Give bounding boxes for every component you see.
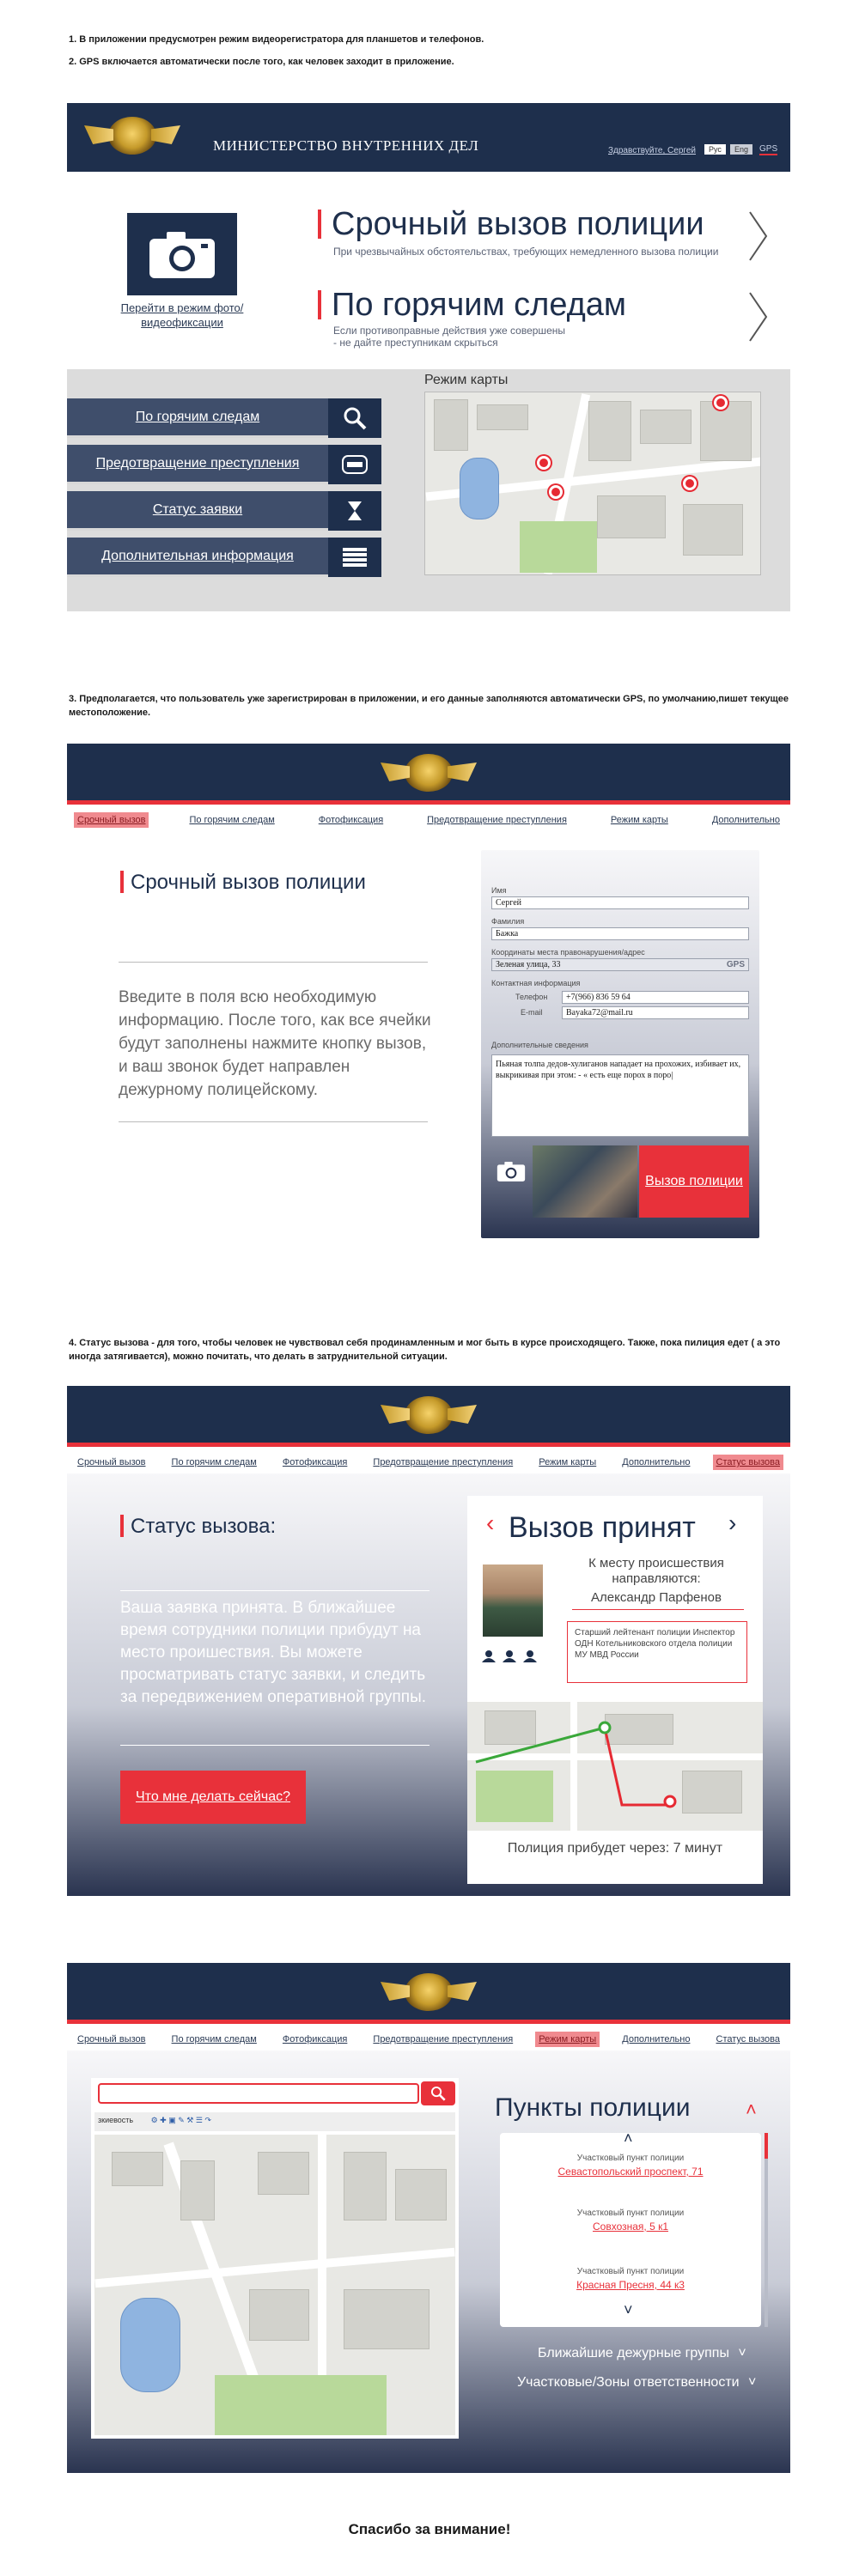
accent-bar (318, 210, 321, 239)
divider (120, 1590, 430, 1591)
call-status-panel (67, 1473, 790, 1896)
prev-arrow-icon[interactable]: ‹ (486, 1510, 495, 1536)
point-title: Участковый пункт полиции (576, 2154, 685, 2163)
call-status-title: Статус вызова: (131, 1515, 277, 1538)
screen4-tabs (67, 2032, 790, 2047)
officer-name: Александр Парфенов (591, 1590, 722, 1605)
map-mode-panel (67, 2050, 790, 2473)
tab-additional[interactable]: Дополнительно (622, 1457, 691, 1467)
phone-label: Телефон (515, 993, 548, 1001)
screen4-header (67, 1963, 790, 2020)
call-status-info: Ваша заявка принята. В ближайшее время сотрудники полиции прибудут на место проишествия. Вы можете просматривать статус заявки, и следить за передвижением оперативной группы. (120, 1599, 427, 1706)
name-field[interactable]: Сергей (491, 896, 749, 909)
map-container (91, 2078, 459, 2439)
accent-bar (120, 1515, 124, 1537)
next-arrow-icon[interactable]: › (728, 1510, 737, 1536)
lang-en-button[interactable]: Eng (730, 144, 752, 155)
tab-hot-pursuit[interactable]: По горячим следам (171, 2034, 257, 2044)
divider (119, 1121, 428, 1122)
main-menu (67, 398, 385, 577)
attached-photo[interactable] (533, 1145, 637, 1218)
urgent-call-form-title: Срочный вызов полиции (131, 871, 366, 894)
tab-prevention[interactable]: Предотвращение преступления (373, 2034, 514, 2044)
divider (120, 1745, 430, 1746)
note-3: 3. Предполагается, что пользователь уже зарегистрирован в приложении, и его данные заполняются автоматически GPS, по умолчанию,пишет текущее местоположение. (69, 694, 789, 718)
accent-bar (318, 290, 321, 319)
chevron-up-icon[interactable]: ˄ (746, 2099, 757, 2120)
menu-item-label: Предотвращение преступления (67, 445, 328, 484)
tab-urgent-call[interactable]: Срочный вызов (74, 812, 149, 828)
screen2-header (67, 744, 790, 800)
route-line (467, 1702, 763, 1831)
team-icons (481, 1650, 538, 1662)
hot-pursuit-button[interactable] (318, 287, 773, 354)
extra-info-label: Дополнительные сведения (491, 1041, 588, 1049)
route-map[interactable] (467, 1702, 763, 1831)
urgent-call-instructions: Введите в поля всю необходимую информацию. После того, как все ячейки будут заполнены нажмите кнопку вызов, и ваш звонок будет направлен дежурному полицейскому. (119, 988, 431, 1099)
tab-map[interactable]: Режим карты (535, 2032, 600, 2047)
zones-item[interactable] (517, 2375, 756, 2391)
map-view[interactable] (94, 2135, 455, 2435)
point-address-link[interactable]: Севастопольский проспект, 71 (557, 2166, 704, 2178)
coords-field[interactable] (491, 958, 749, 971)
point-address-link[interactable]: Совхозная, 5 к1 (592, 2221, 669, 2233)
menu-item-request-status[interactable] (67, 491, 385, 531)
phone-field[interactable]: +7(966) 836 59 64 (562, 991, 749, 1004)
point-title: Участковый пункт полиции (576, 2208, 685, 2218)
coords-value: Зеленая улица, 33 (496, 960, 561, 969)
header-divider (67, 800, 790, 805)
contact-label: Контактная информация (491, 979, 581, 987)
gps-indicator[interactable]: GPS (759, 144, 778, 154)
thanks-text: Спасибо за внимание! (348, 2521, 511, 2537)
extra-info-textarea[interactable]: Пьяная толпа дедов-хулиганов нападает на прохожих, избивает их, выкрикивая при этом: - « есть еще порох в поро| (491, 1054, 749, 1137)
tab-additional[interactable]: Дополнительно (711, 815, 780, 825)
note-2: 2. GPS включается автоматически после того, как человек заходит в приложение. (69, 57, 454, 67)
tab-hot-pursuit[interactable]: По горячим следам (189, 815, 275, 825)
camera-mode-link[interactable]: Перейти в режим фото/видеофиксации (120, 301, 244, 329)
screen1-lower-panel (67, 369, 790, 611)
scrollbar-thumb[interactable] (765, 2133, 768, 2159)
mvd-emblem-icon (405, 1973, 453, 2011)
tab-photo[interactable]: Фотофиксация (282, 1457, 348, 1467)
toolbar-tools-icon[interactable]: ⚙ ✚ ▣ ✎ ⚒ ☰ ↷ (150, 2116, 211, 2124)
call-accepted-card (467, 1496, 763, 1884)
chevron-down-icon: ˅ (738, 2346, 746, 2360)
coords-label: Координаты места правонарушения/адрес (491, 948, 645, 957)
police-points-list (500, 2129, 761, 2327)
mvd-emblem-icon (405, 1396, 453, 1434)
chevron-right-icon (747, 210, 770, 263)
menu-item-label: По горячим следам (67, 398, 328, 438)
search-icon (430, 2086, 446, 2101)
person-icon (481, 1650, 497, 1662)
hourglass-icon (328, 491, 381, 531)
hot-pursuit-subtitle: Если противоправные действия уже совершены - не дайте преступникам скрыться (333, 325, 565, 349)
stop-icon (328, 445, 381, 484)
person-icon (522, 1650, 538, 1662)
camera-icon (148, 228, 216, 280)
scroll-down-icon[interactable]: ˅ (624, 2301, 633, 2318)
tab-photo[interactable]: Фотофиксация (318, 815, 384, 825)
tab-prevention[interactable]: Предотвращение преступления (373, 1457, 514, 1467)
heading-to-label: К месту происшествия направляются: (588, 1556, 724, 1586)
screen2-tabs (67, 812, 790, 828)
tab-urgent-call[interactable]: Срочный вызов (77, 1457, 146, 1467)
chevron-right-icon (747, 290, 770, 343)
scroll-up-icon[interactable]: ˄ (624, 2129, 633, 2147)
tab-photo[interactable]: Фотофиксация (282, 2034, 348, 2044)
chevron-down-icon: ˅ (748, 2375, 757, 2390)
menu-item-additional-info[interactable] (67, 538, 385, 577)
person-icon (502, 1650, 517, 1662)
tab-map[interactable]: Режим карты (610, 815, 668, 825)
divider (119, 962, 428, 963)
duty-groups-label: Ближайшие дежурные группы (538, 2346, 729, 2360)
note-4: 4. Статус вызова - для того, чтобы человек не чувствовал себя продинамленным и мог быть в курсе происходящего. Также, пока пилиция едет ( а это иногда затягивается), можно почитать, что делать в затруднительной ситуации. (69, 1338, 781, 1362)
menu-item-prevention[interactable] (67, 445, 385, 484)
lang-ru-button[interactable]: Рус (704, 144, 726, 155)
urgent-call-subtitle: При чрезвычайных обстоятельствах, требующих немедленного вызова полиции (333, 246, 719, 258)
hot-pursuit-title: По горячим следам (332, 287, 627, 323)
screen3-header (67, 1386, 790, 1443)
police-marker-icon[interactable] (549, 485, 563, 499)
accent-bar (120, 871, 124, 893)
tab-urgent-call[interactable]: Срочный вызов (77, 2034, 146, 2044)
greeting-link[interactable]: Здравствуйте, Сергей (608, 146, 696, 155)
screen3-tabs (67, 1455, 790, 1470)
map-toolbar (94, 2112, 455, 2131)
search-button[interactable] (421, 2081, 455, 2105)
search-icon (328, 398, 381, 438)
tab-call-status[interactable]: Статус вызова (716, 2034, 780, 2044)
gps-button[interactable]: GPS (726, 960, 745, 969)
officer-photo (483, 1564, 543, 1637)
duty-groups-item[interactable] (538, 2346, 746, 2361)
tab-additional[interactable]: Дополнительно (622, 2034, 691, 2044)
call-police-button[interactable]: Вызов полиции (639, 1145, 749, 1218)
police-marker-icon[interactable] (714, 396, 728, 410)
email-field[interactable]: Bayaka72@mail.ru (562, 1006, 749, 1019)
screen1-header (67, 103, 790, 172)
search-input[interactable] (98, 2083, 419, 2104)
email-label: E-mail (521, 1008, 543, 1017)
header-divider (67, 2020, 790, 2024)
officer-description: Старший лейтенант полиции Инспектор ОДН Котельниковского отдела полиции МУ МВД России (567, 1621, 747, 1683)
menu-item-label: Дополнительная информация (67, 538, 328, 577)
menu-item-label: Статус заявки (67, 491, 328, 531)
divider (572, 1609, 744, 1610)
point-title: Участковый пункт полиции (576, 2267, 685, 2276)
surname-label: Фамилия (491, 917, 525, 926)
mvd-emblem-icon (405, 754, 453, 792)
urgent-call-button[interactable] (318, 206, 773, 264)
map-mode-title: Режим карты (424, 373, 509, 387)
urgent-call-title: Срочный вызов полиции (332, 206, 704, 242)
urgent-call-form (481, 850, 759, 1238)
header-divider (67, 1443, 790, 1447)
tab-call-status[interactable]: Статус вызова (713, 1455, 783, 1470)
point-address-link[interactable]: Красная Пресня, 44 к3 (576, 2279, 685, 2291)
tab-prevention[interactable]: Предотвращение преступления (427, 815, 567, 825)
tab-map[interactable]: Режим карты (539, 1457, 597, 1467)
zones-label: Участковые/Зоны ответственности (517, 2375, 740, 2390)
camera-button[interactable] (127, 213, 237, 295)
call-accepted-title: Вызов принят (509, 1511, 696, 1544)
mvd-emblem-icon (108, 117, 156, 155)
what-to-do-button[interactable]: Что мне делать сейчас? (120, 1771, 306, 1824)
name-label: Имя (491, 886, 507, 895)
header-title: МИНИСТЕРСТВО ВНУТРЕННИХ ДЕЛ (213, 137, 479, 154)
police-marker-icon[interactable] (537, 456, 551, 470)
list-icon (328, 538, 381, 577)
camera-button[interactable] (491, 1154, 531, 1188)
menu-item-hot-pursuit[interactable] (67, 398, 385, 438)
toolbar-label: зкиевость (98, 2116, 134, 2124)
note-1: 1. В приложении предусмотрен режим видеорегистратора для планшетов и телефонов. (69, 34, 484, 45)
tab-hot-pursuit[interactable]: По горячим следам (171, 1457, 257, 1467)
camera-icon (497, 1160, 526, 1182)
map-view[interactable] (424, 392, 761, 575)
scrollbar-track[interactable] (765, 2133, 768, 2327)
surname-field[interactable]: Бажка (491, 927, 749, 940)
police-points-title: Пункты полиции (495, 2093, 691, 2122)
police-marker-icon[interactable] (683, 477, 697, 490)
arrival-time: Полиция прибудет через: 7 минут (507, 1841, 723, 1856)
